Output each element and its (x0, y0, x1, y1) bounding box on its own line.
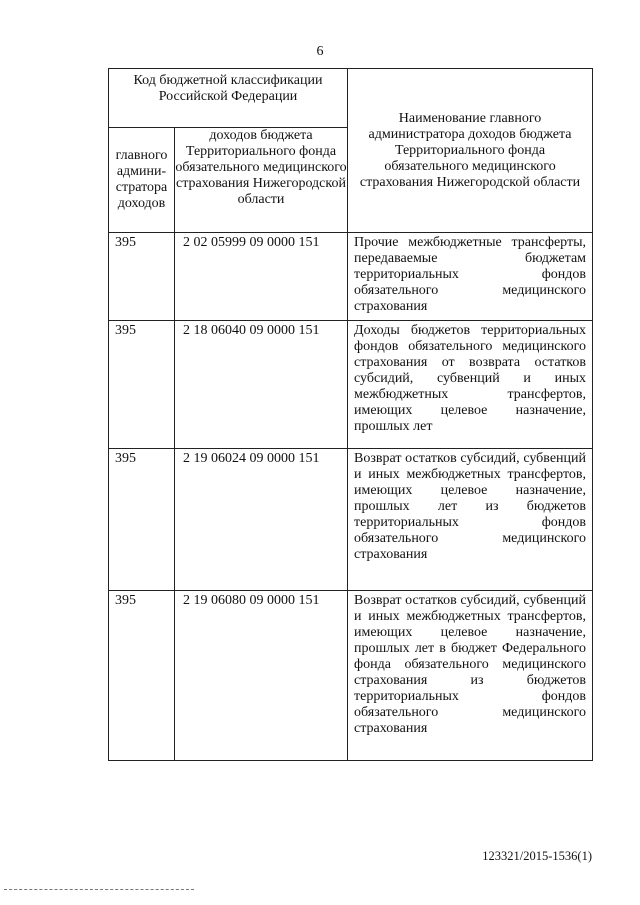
admin-code-cell: 395 (109, 449, 175, 591)
income-code-cell: 2 19 06080 09 0000 151 (175, 591, 348, 761)
income-code-cell: 2 19 06024 09 0000 151 (175, 449, 348, 591)
page-number: 6 (316, 44, 324, 59)
header-classification-code: Код бюджетной классификации Российской Федерации (109, 69, 348, 128)
header-main-administrator: главного админи-стратора доходов (109, 128, 175, 233)
table-header-row (109, 69, 593, 128)
budget-classification-table (108, 68, 593, 761)
income-name-cell: Возврат остатков субсидий, субвенций и иных межбюджетных трансфертов, имеющих целевое назначение, прошлых лет в бюджет Федерального фонда обязательного медицинского страхования из бюджетов территориальных фондов обязательного медицинского страхования (348, 591, 593, 761)
admin-code-cell: 395 (109, 233, 175, 321)
income-name-cell: Возврат остатков субсидий, субвенций и иных межбюджетных трансфертов, имеющих целевое назначение, прошлых лет из бюджетов территориальных фондов обязательного медицинского страхования (348, 449, 593, 591)
document-code: 123321/2015-1536(1) (482, 849, 592, 863)
footer-rule (4, 889, 194, 890)
income-name-cell: Прочие межбюджетные трансферты, передаваемые бюджетам территориальных фондов обязательного медицинского страхования (348, 233, 593, 321)
header-fund-income: доходов бюджета Территориального фонда обязательного медицинского страхования Нижегородской области (175, 128, 348, 233)
table-row (109, 233, 593, 321)
table-row (109, 321, 593, 449)
table-row (109, 449, 593, 591)
admin-code-cell: 395 (109, 591, 175, 761)
admin-code-cell: 395 (109, 321, 175, 449)
income-code-cell: 2 18 06040 09 0000 151 (175, 321, 348, 449)
table-row (109, 591, 593, 761)
income-name-cell: Доходы бюджетов территориальных фондов обязательного медицинского страхования от возврата остатков субсидий, субвенций и иных межбюджетных трансфертов, имеющих целевое назначение, прошлых лет (348, 321, 593, 449)
header-administrator-name: Наименование главного администратора доходов бюджета Территориального фонда обязательного медицинского страхования Нижегородской области (348, 69, 593, 233)
income-code-cell: 2 02 05999 09 0000 151 (175, 233, 348, 321)
